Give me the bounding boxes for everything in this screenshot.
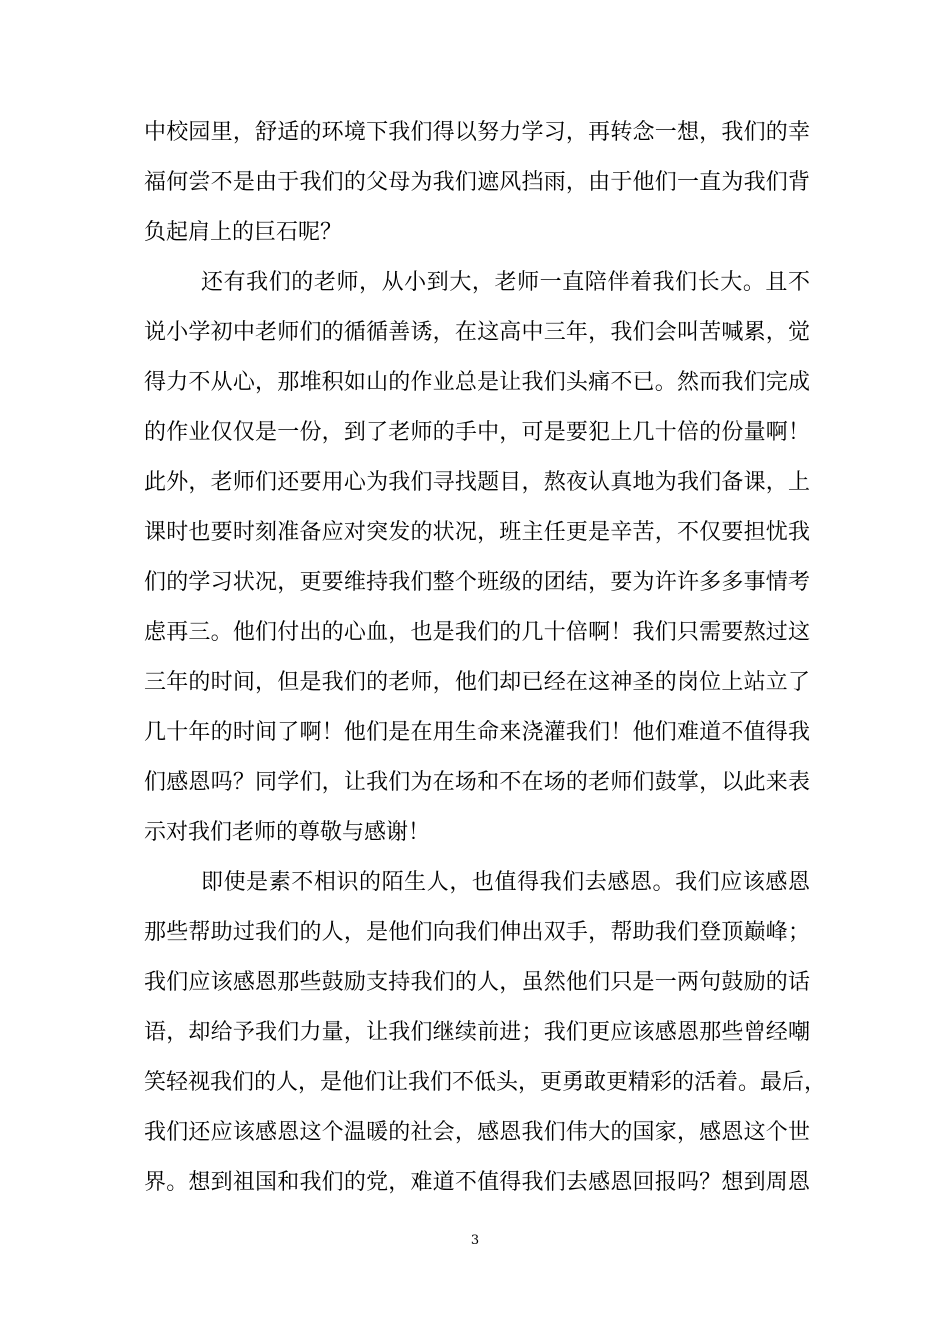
paragraph bbox=[144, 108, 810, 258]
text-line: 那些帮助过我们的人，是他们向我们伸出双手，帮助我们登顶巅峰； bbox=[144, 920, 810, 945]
document-body bbox=[144, 108, 827, 1208]
text-line: 语，却给予我们力量，让我们继续前进；我们更应该感恩那些曾经嘲 bbox=[144, 1020, 810, 1045]
text-line: 课时也要时刻准备应对突发的状况，班主任更是辛苦，不仅要担忧我 bbox=[144, 520, 810, 545]
text-line: 得力不从心，那堆积如山的作业总是让我们头痛不已。然而我们完成 bbox=[144, 370, 810, 395]
text-line: 笑轻视我们的人，是他们让我们不低头，更勇敢更精彩的活着。最后， bbox=[144, 1070, 827, 1095]
paragraph bbox=[144, 858, 827, 1208]
text-line: 此外，老师们还要用心为我们寻找题目，熬夜认真地为我们备课，上 bbox=[144, 470, 810, 495]
text-line: 即使是素不相识的陌生人，也值得我们去感恩。我们应该感恩 bbox=[201, 870, 810, 895]
text-line: 三年的时间，但是我们的老师，他们却已经在这神圣的岗位上站立了 bbox=[144, 670, 810, 695]
text-line: 几十年的时间了啊！他们是在用生命来浇灌我们！他们难道不值得我 bbox=[144, 720, 810, 745]
text-line: 示对我们老师的尊敬与感谢！ bbox=[144, 820, 431, 845]
text-line: 还有我们的老师，从小到大，老师一直陪伴着我们长大。且不 bbox=[201, 270, 810, 295]
text-line: 中校园里，舒适的环境下我们得以努力学习，再转念一想，我们的幸 bbox=[144, 120, 810, 145]
text-line: 说小学初中老师们的循循善诱，在这高中三年，我们会叫苦喊累，觉 bbox=[144, 320, 810, 345]
text-line: 我们还应该感恩这个温暖的社会，感恩我们伟大的国家，感恩这个世 bbox=[144, 1120, 810, 1145]
text-line: 的作业仅仅是一份，到了老师的手中，可是要犯上几十倍的份量啊！ bbox=[144, 420, 810, 445]
text-line: 虑再三。他们付出的心血，也是我们的几十倍啊！我们只需要熬过这 bbox=[144, 620, 810, 645]
text-line: 我们应该感恩那些鼓励支持我们的人，虽然他们只是一两句鼓励的话 bbox=[144, 970, 810, 995]
text-line: 福何尝不是由于我们的父母为我们遮风挡雨，由于他们一直为我们背 bbox=[144, 170, 810, 195]
paragraph bbox=[144, 258, 810, 858]
text-line: 负起肩上的巨石呢？ bbox=[144, 220, 343, 245]
text-line: 们感恩吗？同学们，让我们为在场和不在场的老师们鼓掌，以此来表 bbox=[144, 770, 810, 795]
page-number: 3 bbox=[470, 1233, 480, 1248]
text-line: 界。想到祖国和我们的党，难道不值得我们去感恩回报吗？想到周恩 bbox=[144, 1170, 810, 1195]
text-line: 们的学习状况，更要维持我们整个班级的团结，要为许许多多事情考 bbox=[144, 570, 810, 595]
